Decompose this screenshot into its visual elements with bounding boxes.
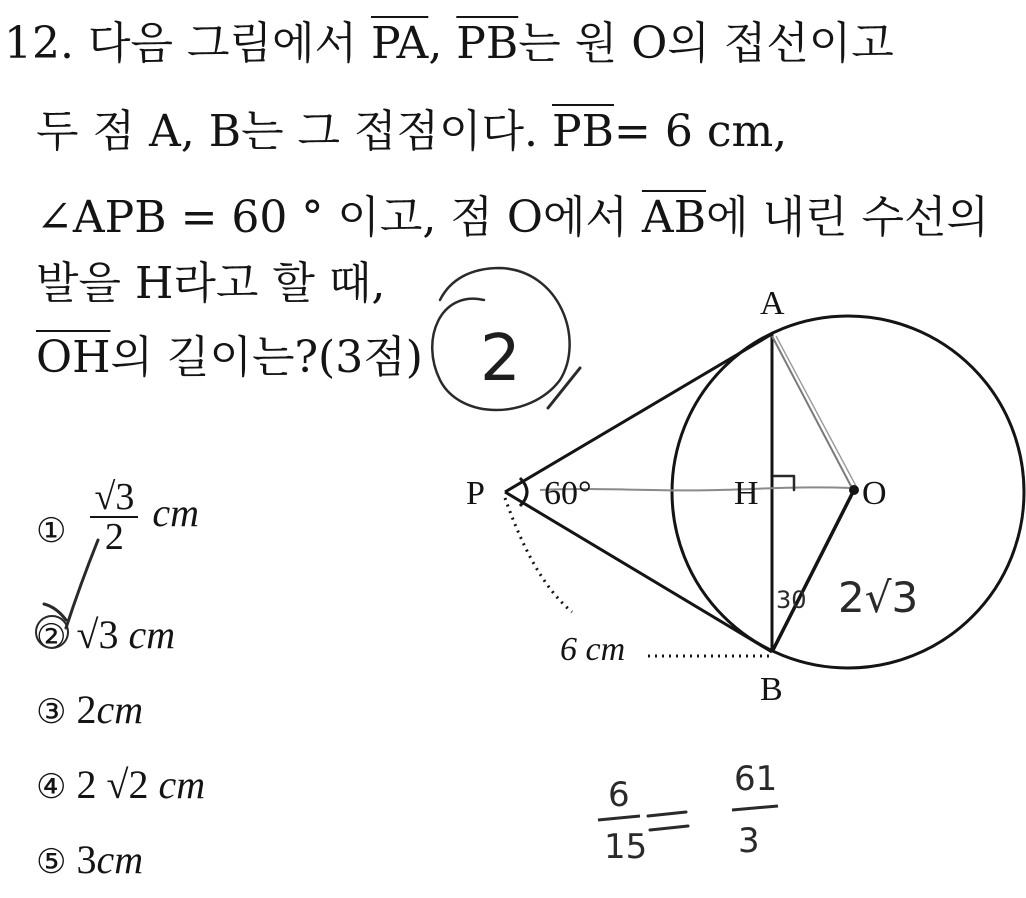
label-h: H: [734, 475, 759, 512]
option-5-unit: cm: [96, 837, 144, 882]
option-1-unit: cm: [152, 490, 199, 536]
segment-oh: $\overline{OH}$: [36, 332, 111, 383]
option-3-value: 2: [76, 687, 97, 732]
option-4-value: 2 √2: [76, 762, 159, 807]
option-1-numerator: √3: [90, 478, 138, 518]
option-4-number: ④: [36, 767, 67, 807]
segment-pa: $\overline{PA}$: [370, 18, 429, 69]
pencil-line-ao: [772, 336, 852, 488]
point-o: [849, 485, 859, 495]
dotted-guide-left: [505, 498, 572, 612]
line1-suffix: 는 원 O의 접선이고: [518, 18, 894, 69]
hand-fraction-left-bar: [598, 816, 640, 820]
option-2-number: ②: [36, 617, 67, 657]
problem-number-text: 12. 다음 그림에서: [4, 18, 371, 69]
option-1-number: ①: [36, 511, 67, 552]
checkmark-stroke: [44, 540, 98, 628]
radius-ob: [772, 490, 854, 652]
angle-label: 60°: [544, 475, 592, 512]
handwritten-radius-note: 2√3: [838, 573, 919, 622]
line3-prefix: ∠APB = 60 ° 이고, 점 O에서: [36, 192, 642, 243]
option-1-denominator: 2: [104, 516, 124, 558]
segment-ab: $\overline{AB}$: [641, 192, 707, 243]
chosen-option-circle: [36, 616, 68, 648]
hand-fraction-right-num: 61: [734, 759, 778, 799]
hand-fraction-right-den: 3: [738, 821, 760, 861]
label-o: O: [862, 475, 887, 512]
segment-pb-2: $\overline{PB}$: [552, 106, 614, 157]
option-5-number: ⑤: [36, 842, 67, 882]
handwritten-answer: 2: [480, 322, 521, 396]
segment-pb: $\overline{PB}$: [456, 18, 519, 69]
hand-equals-sign: [648, 812, 688, 830]
option-2-unit: cm: [128, 612, 176, 657]
line2-suffix: = 6 cm,: [613, 106, 788, 157]
label-p: P: [466, 475, 485, 512]
tangent-pa: [505, 334, 772, 492]
pencil-line-ao-2: [776, 336, 856, 486]
option-3-number: ③: [36, 692, 67, 732]
comma: ,: [428, 18, 457, 69]
length-label: 6 cm: [560, 631, 626, 668]
line5-suffix: 의 길이는?(3점): [110, 332, 423, 383]
hand-fraction-left-num: 6: [608, 775, 630, 815]
line3-suffix: 에 내린 수선의: [706, 192, 990, 243]
option-4-unit: cm: [158, 762, 206, 807]
line2-prefix: 두 점 A, B는 그 접점이다.: [36, 106, 553, 157]
tangent-pb: [505, 492, 772, 652]
option-2-value: √3: [76, 612, 129, 657]
label-b: B: [760, 671, 783, 708]
hand-fraction-right-bar: [732, 806, 778, 810]
line4-text: 발을 H라고 할 때,: [36, 258, 386, 309]
handwritten-angle-note: 30: [776, 586, 807, 614]
option-5-value: 3: [76, 837, 97, 882]
option-3-unit: cm: [96, 687, 144, 732]
label-a: A: [760, 285, 785, 322]
hand-fraction-left-den: 15: [604, 827, 648, 867]
